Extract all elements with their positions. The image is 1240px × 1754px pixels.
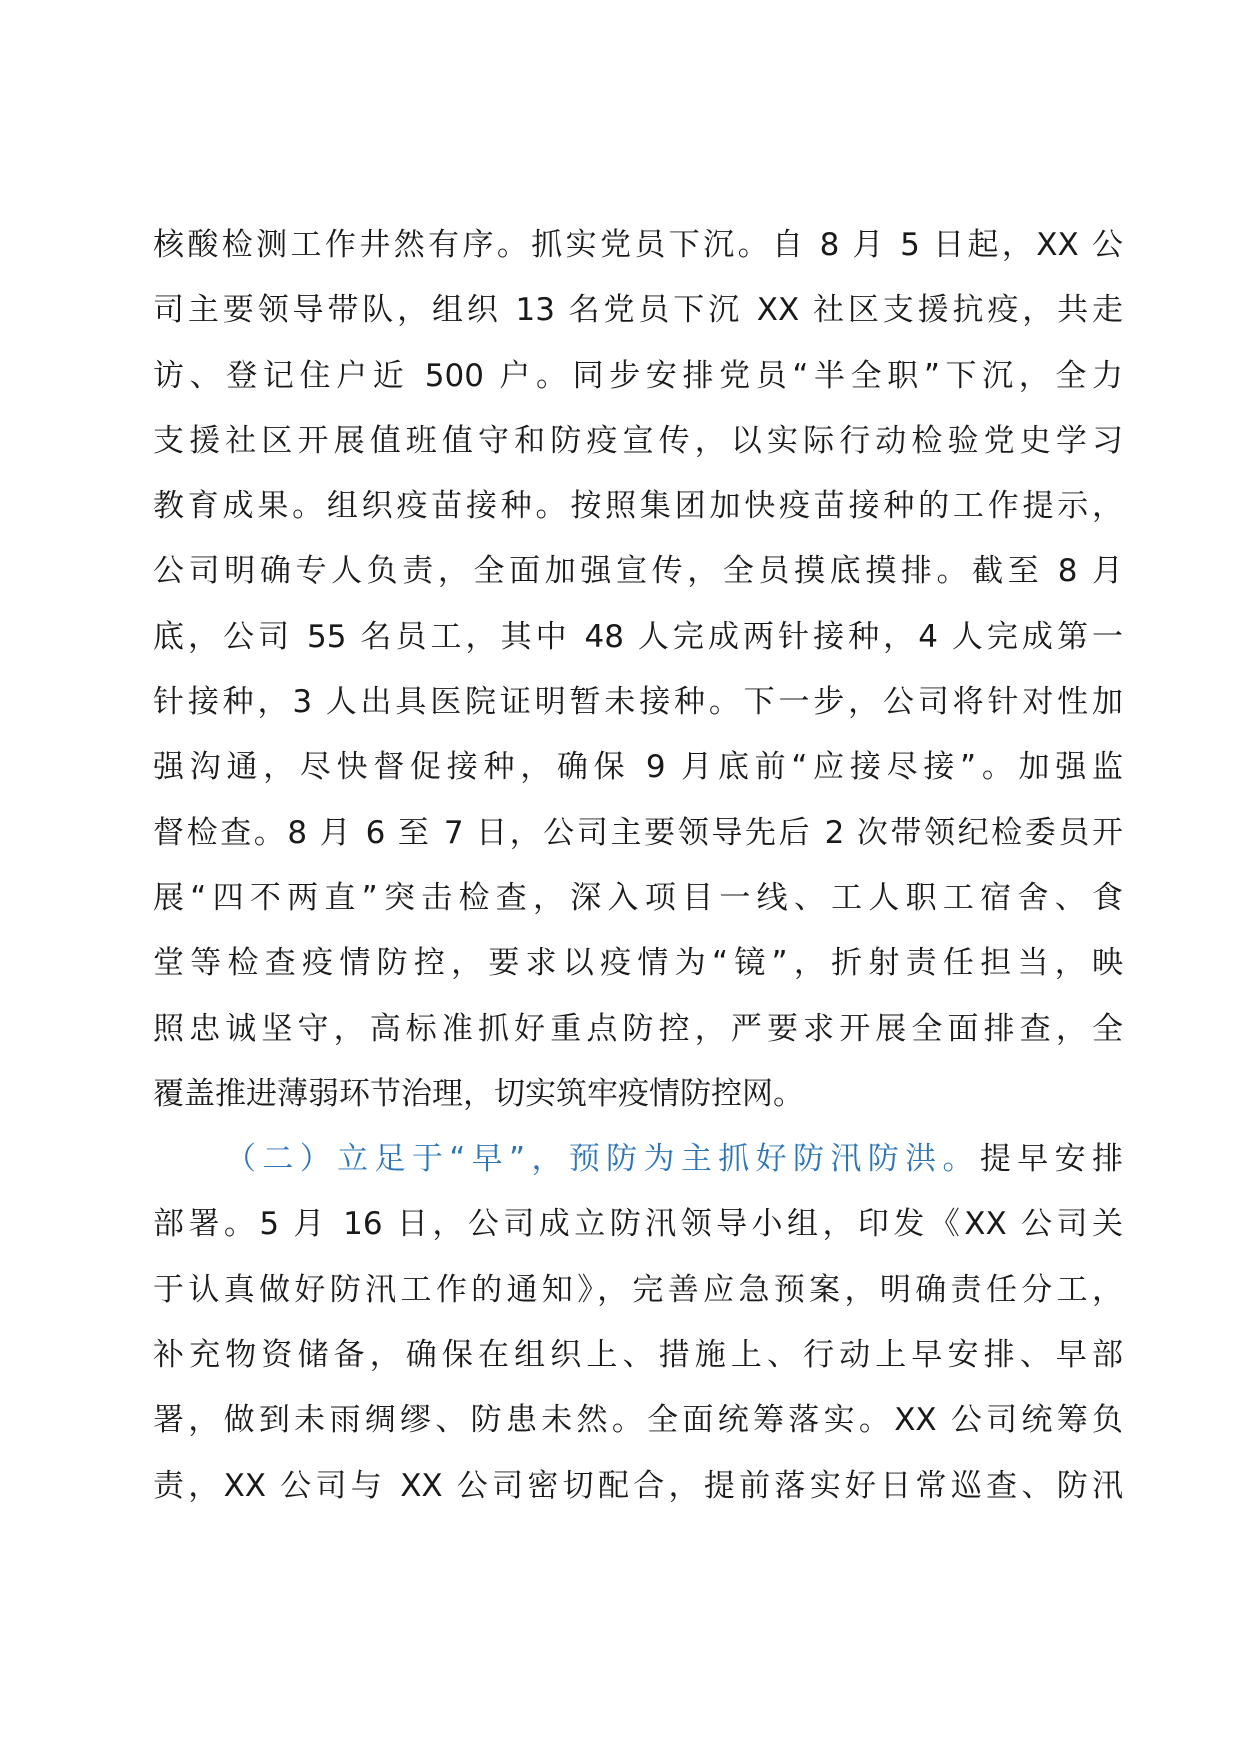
- text-line: 照忠诚坚守，高标准抓好重点防控，严要求开展全面排查，全: [153, 1010, 1123, 1047]
- text-line: 司主要领导带队，组织 13 名党员下沉 XX 社区支援抗疫，共走: [153, 292, 1123, 329]
- text-line: 督检查。8 月 6 至 7 日，公司主要领导先后 2 次带领纪检委员开: [153, 814, 1123, 851]
- text-line: 核酸检测工作井然有序。抓实党员下沉。自 8 月 5 日起，XX 公: [153, 227, 1123, 263]
- document-page: [153, 213, 1123, 1519]
- text-line-heading: [153, 1127, 1123, 1192]
- text-line: 部署。5 月 16 日，公司成立防汛领导小组，印发《XX 公司关: [153, 1206, 1123, 1243]
- paragraph-flood-prevention: [153, 1127, 1123, 1519]
- text-line: 针接种，3 人出具医院证明暂未接种。下一步，公司将针对性加: [153, 684, 1123, 721]
- text-line: 公司明确专人负责，全面加强宣传，全员摸底摸排。截至 8 月: [153, 553, 1123, 590]
- text-line: 署，做到未雨绸缪、防患未然。全面统筹落实。XX 公司统筹负: [153, 1402, 1123, 1439]
- section-heading: （二）立足于“早”，预防为主抓好防汛防洪。: [225, 1141, 980, 1178]
- text-line: 展“四不两直”突击检查，深入项目一线、工人职工宿舍、食: [153, 879, 1123, 916]
- paragraph-epidemic-control: [153, 213, 1123, 1127]
- text-line: 教育成果。组织疫苗接种。按照集团加快疫苗接种的工作提示，: [153, 488, 1123, 525]
- text-line: 堂等检查疫情防控，要求以疫情为“镜”，折射责任担当，映: [153, 945, 1123, 982]
- text-line: 补充物资储备，确保在组织上、措施上、行动上早安排、早部: [153, 1337, 1123, 1374]
- text-line: 访、登记住户近 500 户。同步安排党员“半全职”下沉，全力: [153, 357, 1123, 394]
- text-line: 于认真做好防汛工作的通知》，完善应急预案，明确责任分工，: [153, 1271, 1123, 1308]
- text-line: 强沟通，尽快督促接种，确保 9 月底前“应接尽接”。加强监: [153, 749, 1123, 786]
- text-line: 覆盖推进薄弱环节治理，切实筑牢疫情防控网。: [153, 1075, 804, 1112]
- heading-trailing-text: 提早安排: [979, 1141, 1123, 1178]
- text-line: 责，XX 公司与 XX 公司密切配合，提前落实好日常巡查、防汛: [153, 1467, 1123, 1504]
- text-line: 支援社区开展值班值守和防疫宣传，以实际行动检验党史学习: [153, 422, 1123, 459]
- text-line: 底，公司 55 名员工，其中 48 人完成两针接种，4 人完成第一: [153, 618, 1123, 655]
